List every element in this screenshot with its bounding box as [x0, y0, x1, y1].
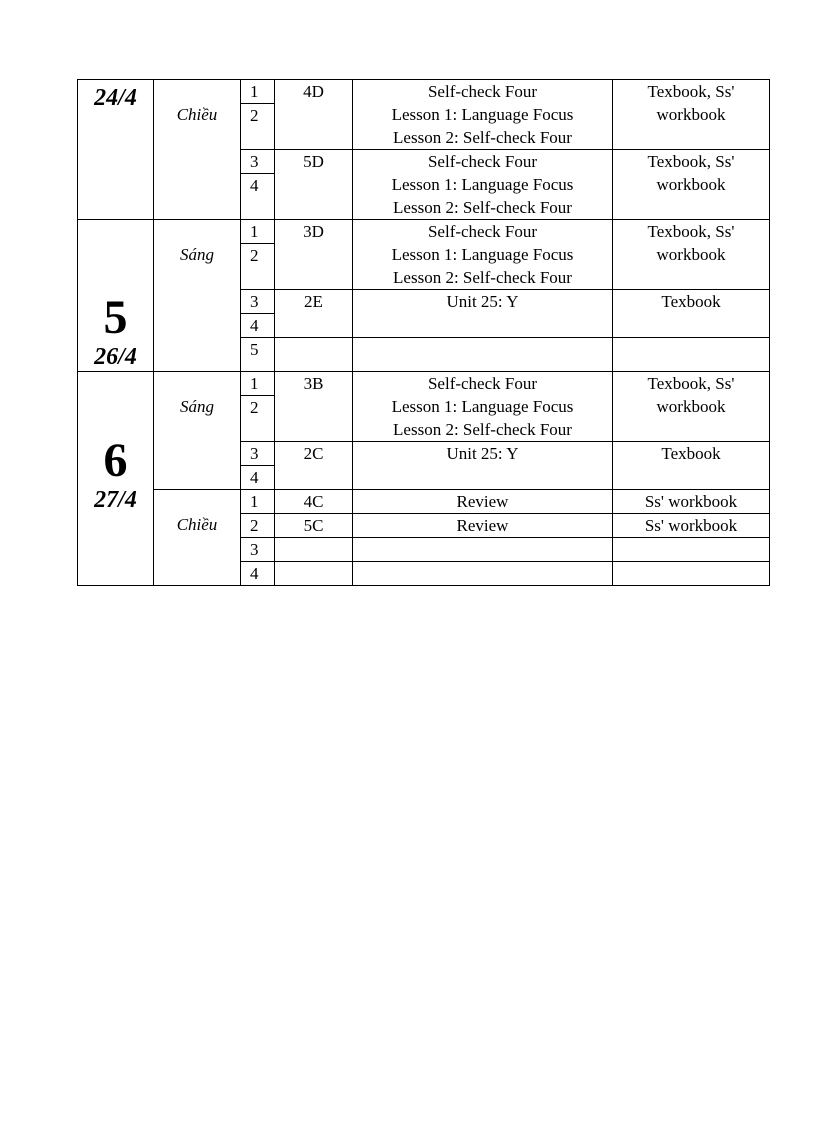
class-cell: 3D [275, 220, 353, 290]
session-label: Sáng [180, 397, 214, 416]
content-cell [353, 150, 613, 220]
materials-cell [613, 150, 770, 220]
day-date: 27/4 [94, 487, 137, 513]
content-line: Self-check Four [427, 152, 538, 171]
period-cell: 4 [241, 562, 275, 586]
content-line: Lesson 1: Language Focus [391, 105, 574, 124]
materials-cell [613, 220, 770, 290]
period-cell: 2 [241, 396, 275, 442]
session-cell [154, 220, 241, 372]
content-line: Lesson 1: Language Focus [391, 245, 574, 264]
class-cell [275, 338, 353, 372]
class-cell: 4D [275, 80, 353, 150]
materials-cell [613, 562, 770, 586]
content-line: Unit 25: Y [446, 292, 519, 311]
content-line: Lesson 2: Self-check Four [393, 420, 572, 439]
content-cell [353, 372, 613, 442]
content-line: Lesson 2: Self-check Four [393, 268, 572, 287]
period-cell: 3 [241, 290, 275, 314]
period-cell: 3 [241, 150, 275, 174]
materials-line: Texbook, Ss' [647, 222, 735, 241]
day-date: 26/4 [94, 344, 137, 370]
content-cell [353, 220, 613, 290]
materials-cell [613, 290, 770, 338]
day-date: 24/4 [94, 85, 137, 111]
content-line: Self-check Four [427, 374, 538, 393]
class-cell [275, 538, 353, 562]
materials-line: Texbook, Ss' [647, 374, 735, 393]
materials-cell [613, 538, 770, 562]
materials-line: workbook [656, 105, 726, 124]
class-cell: 2E [275, 290, 353, 338]
session-cell [154, 372, 241, 490]
class-cell: 3B [275, 372, 353, 442]
content-cell [353, 290, 613, 338]
content-cell: Review [353, 490, 613, 514]
period-cell: 4 [241, 314, 275, 338]
materials-line: Texbook, Ss' [647, 82, 735, 101]
session-label: Chiều [176, 515, 218, 534]
period-cell: 2 [241, 514, 275, 538]
content-line: Lesson 1: Language Focus [391, 397, 574, 416]
session-label: Chiều [176, 105, 218, 124]
session-cell [154, 80, 241, 220]
materials-cell: Ss' workbook [613, 514, 770, 538]
materials-cell: Ss' workbook [613, 490, 770, 514]
materials-line: workbook [656, 397, 726, 416]
period-cell: 1 [241, 372, 275, 396]
period-cell: 3 [241, 538, 275, 562]
content-cell [353, 538, 613, 562]
content-cell [353, 80, 613, 150]
content-cell [353, 442, 613, 490]
class-cell: 4C [275, 490, 353, 514]
materials-cell [613, 80, 770, 150]
content-line: Lesson 2: Self-check Four [393, 198, 572, 217]
day-number: 5 [103, 291, 128, 344]
materials-line: Texbook, Ss' [647, 152, 735, 171]
class-cell: 2C [275, 442, 353, 490]
materials-line: Texbook [661, 444, 721, 463]
period-cell: 1 [241, 220, 275, 244]
materials-cell [613, 338, 770, 372]
content-line: Unit 25: Y [446, 444, 519, 463]
session-label: Sáng [180, 245, 214, 264]
content-line: Self-check Four [427, 82, 538, 101]
class-cell: 5C [275, 514, 353, 538]
day-cell-26-4 [78, 220, 154, 372]
materials-line: Texbook [661, 292, 721, 311]
content-line: Self-check Four [427, 222, 538, 241]
day-number: 6 [103, 434, 128, 487]
day-cell-24-4 [78, 80, 154, 220]
period-cell: 2 [241, 104, 275, 150]
class-cell [275, 562, 353, 586]
content-cell [353, 562, 613, 586]
day-cell-27-4 [78, 372, 154, 586]
period-cell: 1 [241, 80, 275, 104]
period-cell: 3 [241, 442, 275, 466]
period-cell: 5 [241, 338, 275, 372]
class-cell: 5D [275, 150, 353, 220]
content-line: Lesson 2: Self-check Four [393, 128, 572, 147]
period-cell: 4 [241, 466, 275, 490]
content-cell: Review [353, 514, 613, 538]
materials-cell [613, 372, 770, 442]
period-cell: 1 [241, 490, 275, 514]
materials-line: workbook [656, 245, 726, 264]
session-cell [154, 490, 241, 586]
content-line: Lesson 1: Language Focus [391, 175, 574, 194]
schedule-table [77, 79, 770, 586]
content-cell [353, 338, 613, 372]
period-cell: 2 [241, 244, 275, 290]
materials-cell [613, 442, 770, 490]
materials-line: workbook [656, 175, 726, 194]
period-cell: 4 [241, 174, 275, 220]
